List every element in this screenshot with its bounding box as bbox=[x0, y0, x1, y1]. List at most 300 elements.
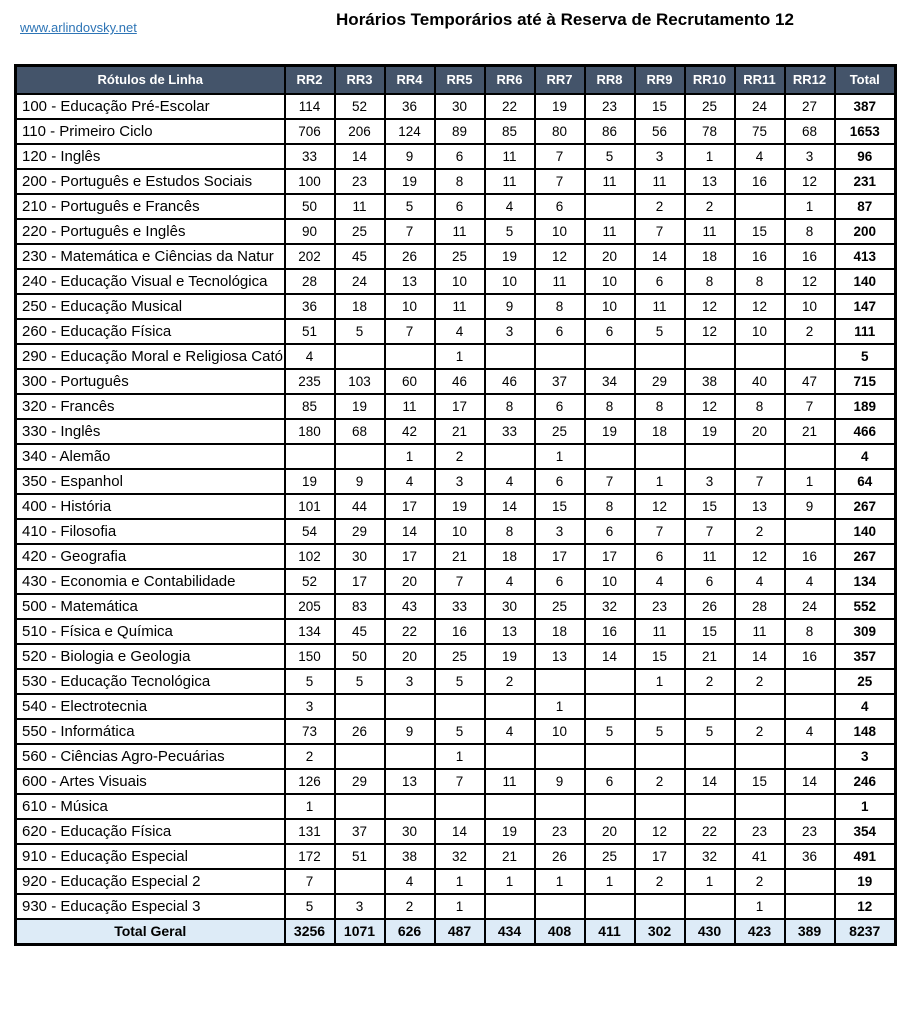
row-label: 930 - Educação Especial 3 bbox=[16, 894, 285, 919]
value-cell: 7 bbox=[785, 394, 835, 419]
value-cell: 6 bbox=[585, 319, 635, 344]
value-cell: 51 bbox=[285, 319, 335, 344]
value-cell bbox=[635, 344, 685, 369]
value-cell: 5 bbox=[635, 719, 685, 744]
value-cell: 56 bbox=[635, 119, 685, 144]
value-cell: 73 bbox=[285, 719, 335, 744]
value-cell bbox=[785, 519, 835, 544]
value-cell: 6 bbox=[435, 144, 485, 169]
column-header-rr8: RR8 bbox=[585, 66, 635, 94]
value-cell bbox=[735, 694, 785, 719]
value-cell: 6 bbox=[635, 544, 685, 569]
row-label: 530 - Educação Tecnológica bbox=[16, 669, 285, 694]
value-cell: 32 bbox=[685, 844, 735, 869]
value-cell: 11 bbox=[335, 194, 385, 219]
row-label: 400 - História bbox=[16, 494, 285, 519]
value-cell: 16 bbox=[785, 544, 835, 569]
column-header-rr7: RR7 bbox=[535, 66, 585, 94]
value-cell: 11 bbox=[735, 619, 785, 644]
value-cell: 1 bbox=[685, 869, 735, 894]
value-cell: 9 bbox=[485, 294, 535, 319]
column-header-rr6: RR6 bbox=[485, 66, 535, 94]
value-cell: 6 bbox=[535, 319, 585, 344]
value-cell: 90 bbox=[285, 219, 335, 244]
value-cell: 43 bbox=[385, 594, 435, 619]
value-cell: 6 bbox=[685, 569, 735, 594]
value-cell bbox=[485, 744, 535, 769]
row-label: 510 - Física e Química bbox=[16, 619, 285, 644]
value-cell bbox=[685, 794, 735, 819]
value-cell: 10 bbox=[535, 719, 585, 744]
value-cell: 14 bbox=[685, 769, 735, 794]
value-cell: 21 bbox=[435, 419, 485, 444]
row-total: 413 bbox=[835, 244, 896, 269]
value-cell bbox=[585, 694, 635, 719]
value-cell: 5 bbox=[435, 669, 485, 694]
value-cell: 5 bbox=[435, 719, 485, 744]
table-row bbox=[16, 144, 896, 169]
row-total: 387 bbox=[835, 94, 896, 119]
value-cell: 3 bbox=[335, 894, 385, 919]
value-cell bbox=[785, 794, 835, 819]
total-value-cell: 408 bbox=[535, 919, 585, 945]
value-cell: 23 bbox=[735, 819, 785, 844]
value-cell: 26 bbox=[385, 244, 435, 269]
table-row bbox=[16, 369, 896, 394]
row-label: 910 - Educação Especial bbox=[16, 844, 285, 869]
value-cell: 28 bbox=[285, 269, 335, 294]
value-cell: 11 bbox=[535, 269, 585, 294]
row-label: 110 - Primeiro Ciclo bbox=[16, 119, 285, 144]
value-cell: 25 bbox=[585, 844, 635, 869]
row-total: 1653 bbox=[835, 119, 896, 144]
table-row bbox=[16, 844, 896, 869]
row-total: 1 bbox=[835, 794, 896, 819]
value-cell: 1 bbox=[635, 669, 685, 694]
value-cell: 11 bbox=[585, 219, 635, 244]
value-cell: 6 bbox=[535, 194, 585, 219]
value-cell bbox=[285, 444, 335, 469]
value-cell: 12 bbox=[785, 169, 835, 194]
value-cell: 38 bbox=[685, 369, 735, 394]
value-cell: 1 bbox=[385, 444, 435, 469]
value-cell: 14 bbox=[435, 819, 485, 844]
row-total: 231 bbox=[835, 169, 896, 194]
value-cell: 25 bbox=[535, 594, 585, 619]
value-cell: 36 bbox=[785, 844, 835, 869]
value-cell: 3 bbox=[285, 694, 335, 719]
row-total: 552 bbox=[835, 594, 896, 619]
value-cell: 19 bbox=[485, 819, 535, 844]
value-cell: 50 bbox=[335, 644, 385, 669]
value-cell: 12 bbox=[685, 319, 735, 344]
site-link[interactable]: www.arlindovsky.net bbox=[20, 20, 137, 35]
table-row bbox=[16, 894, 896, 919]
row-label: 260 - Educação Física bbox=[16, 319, 285, 344]
row-label: 350 - Espanhol bbox=[16, 469, 285, 494]
value-cell bbox=[735, 344, 785, 369]
row-total: 134 bbox=[835, 569, 896, 594]
value-cell: 13 bbox=[685, 169, 735, 194]
value-cell: 2 bbox=[385, 894, 435, 919]
table-row bbox=[16, 569, 896, 594]
row-label: 240 - Educação Visual e Tecnológica bbox=[16, 269, 285, 294]
table-row bbox=[16, 744, 896, 769]
value-cell: 25 bbox=[335, 219, 385, 244]
value-cell: 12 bbox=[735, 294, 785, 319]
row-label: 610 - Música bbox=[16, 794, 285, 819]
value-cell: 21 bbox=[785, 419, 835, 444]
value-cell: 19 bbox=[685, 419, 735, 444]
value-cell: 8 bbox=[585, 394, 635, 419]
value-cell: 78 bbox=[685, 119, 735, 144]
row-label: 100 - Educação Pré-Escolar bbox=[16, 94, 285, 119]
value-cell: 8 bbox=[735, 269, 785, 294]
value-cell: 3 bbox=[435, 469, 485, 494]
row-total: 5 bbox=[835, 344, 896, 369]
row-total: 12 bbox=[835, 894, 896, 919]
value-cell bbox=[485, 894, 535, 919]
value-cell: 52 bbox=[285, 569, 335, 594]
row-total: 491 bbox=[835, 844, 896, 869]
table-row bbox=[16, 644, 896, 669]
value-cell: 11 bbox=[585, 169, 635, 194]
value-cell: 126 bbox=[285, 769, 335, 794]
value-cell: 46 bbox=[435, 369, 485, 394]
value-cell bbox=[435, 794, 485, 819]
value-cell: 100 bbox=[285, 169, 335, 194]
row-total: 354 bbox=[835, 819, 896, 844]
value-cell: 20 bbox=[735, 419, 785, 444]
value-cell: 12 bbox=[685, 294, 735, 319]
table-row bbox=[16, 244, 896, 269]
row-label: 520 - Biologia e Geologia bbox=[16, 644, 285, 669]
row-total: 4 bbox=[835, 444, 896, 469]
value-cell bbox=[735, 794, 785, 819]
value-cell: 4 bbox=[735, 144, 785, 169]
total-value-cell: 430 bbox=[685, 919, 735, 945]
row-total: 267 bbox=[835, 544, 896, 569]
value-cell: 7 bbox=[535, 144, 585, 169]
value-cell bbox=[585, 669, 635, 694]
value-cell: 2 bbox=[285, 744, 335, 769]
value-cell: 85 bbox=[285, 394, 335, 419]
value-cell: 7 bbox=[385, 319, 435, 344]
value-cell: 2 bbox=[435, 444, 485, 469]
value-cell: 86 bbox=[585, 119, 635, 144]
value-cell: 12 bbox=[635, 819, 685, 844]
value-cell bbox=[785, 894, 835, 919]
table-row bbox=[16, 769, 896, 794]
value-cell: 5 bbox=[485, 219, 535, 244]
value-cell: 7 bbox=[285, 869, 335, 894]
value-cell: 23 bbox=[335, 169, 385, 194]
value-cell bbox=[535, 669, 585, 694]
value-cell: 11 bbox=[435, 219, 485, 244]
column-header-rr12: RR12 bbox=[785, 66, 835, 94]
value-cell bbox=[585, 344, 635, 369]
value-cell: 1 bbox=[285, 794, 335, 819]
row-label: 540 - Electrotecnia bbox=[16, 694, 285, 719]
value-cell bbox=[735, 444, 785, 469]
value-cell: 1 bbox=[585, 869, 635, 894]
value-cell: 1 bbox=[785, 469, 835, 494]
value-cell: 4 bbox=[285, 344, 335, 369]
page-title: Horários Temporários até à Reserva de Recrutamento 12 bbox=[336, 10, 794, 29]
value-cell: 23 bbox=[535, 819, 585, 844]
value-cell: 4 bbox=[485, 194, 535, 219]
value-cell: 4 bbox=[735, 569, 785, 594]
value-cell: 10 bbox=[485, 269, 535, 294]
row-total: 148 bbox=[835, 719, 896, 744]
value-cell: 2 bbox=[485, 669, 535, 694]
value-cell: 37 bbox=[335, 819, 385, 844]
value-cell: 202 bbox=[285, 244, 335, 269]
value-cell: 17 bbox=[635, 844, 685, 869]
value-cell: 4 bbox=[485, 719, 535, 744]
value-cell: 7 bbox=[735, 469, 785, 494]
value-cell: 15 bbox=[535, 494, 585, 519]
value-cell: 27 bbox=[785, 94, 835, 119]
value-cell: 10 bbox=[785, 294, 835, 319]
value-cell: 34 bbox=[585, 369, 635, 394]
value-cell: 6 bbox=[535, 569, 585, 594]
value-cell: 15 bbox=[635, 644, 685, 669]
value-cell: 11 bbox=[485, 144, 535, 169]
value-cell: 9 bbox=[785, 494, 835, 519]
value-cell: 14 bbox=[385, 519, 435, 544]
row-label: 230 - Matemática e Ciências da Natur bbox=[16, 244, 285, 269]
value-cell: 131 bbox=[285, 819, 335, 844]
value-cell: 17 bbox=[335, 569, 385, 594]
row-total: 466 bbox=[835, 419, 896, 444]
value-cell: 68 bbox=[785, 119, 835, 144]
table-row bbox=[16, 794, 896, 819]
total-value-cell: 1071 bbox=[335, 919, 385, 945]
table-row bbox=[16, 219, 896, 244]
value-cell: 16 bbox=[585, 619, 635, 644]
value-cell: 5 bbox=[285, 894, 335, 919]
value-cell: 9 bbox=[335, 469, 385, 494]
value-cell: 3 bbox=[385, 669, 435, 694]
value-cell: 6 bbox=[635, 269, 685, 294]
value-cell: 28 bbox=[735, 594, 785, 619]
value-cell: 5 bbox=[385, 194, 435, 219]
value-cell: 32 bbox=[585, 594, 635, 619]
value-cell: 13 bbox=[735, 494, 785, 519]
value-cell: 10 bbox=[385, 294, 435, 319]
value-cell bbox=[785, 694, 835, 719]
value-cell: 60 bbox=[385, 369, 435, 394]
value-cell: 33 bbox=[435, 594, 485, 619]
value-cell: 24 bbox=[785, 594, 835, 619]
value-cell bbox=[485, 344, 535, 369]
value-cell: 172 bbox=[285, 844, 335, 869]
value-cell: 2 bbox=[685, 194, 735, 219]
value-cell: 36 bbox=[285, 294, 335, 319]
value-cell: 1 bbox=[535, 869, 585, 894]
row-label: 560 - Ciências Agro-Pecuárias bbox=[16, 744, 285, 769]
value-cell bbox=[685, 344, 735, 369]
column-header-rr2: RR2 bbox=[285, 66, 335, 94]
value-cell: 7 bbox=[635, 219, 685, 244]
value-cell: 3 bbox=[485, 319, 535, 344]
value-cell: 23 bbox=[785, 819, 835, 844]
value-cell: 15 bbox=[635, 94, 685, 119]
value-cell: 6 bbox=[535, 394, 585, 419]
value-cell bbox=[385, 694, 435, 719]
total-value-cell: 411 bbox=[585, 919, 635, 945]
value-cell: 14 bbox=[335, 144, 385, 169]
value-cell: 1 bbox=[535, 444, 585, 469]
value-cell: 13 bbox=[385, 269, 435, 294]
total-value-cell: 434 bbox=[485, 919, 535, 945]
column-header-total: Total bbox=[835, 66, 896, 94]
row-total: 189 bbox=[835, 394, 896, 419]
row-total: 309 bbox=[835, 619, 896, 644]
value-cell bbox=[485, 794, 535, 819]
value-cell: 15 bbox=[685, 494, 735, 519]
value-cell bbox=[585, 794, 635, 819]
value-cell: 20 bbox=[385, 569, 435, 594]
value-cell: 4 bbox=[485, 569, 535, 594]
value-cell bbox=[635, 744, 685, 769]
table-row bbox=[16, 94, 896, 119]
table-row bbox=[16, 719, 896, 744]
value-cell: 6 bbox=[435, 194, 485, 219]
value-cell: 5 bbox=[635, 319, 685, 344]
value-cell: 29 bbox=[335, 769, 385, 794]
value-cell: 15 bbox=[685, 619, 735, 644]
value-cell: 1 bbox=[785, 194, 835, 219]
value-cell: 2 bbox=[685, 669, 735, 694]
value-cell: 15 bbox=[735, 219, 785, 244]
value-cell: 18 bbox=[635, 419, 685, 444]
column-header-rr10: RR10 bbox=[685, 66, 735, 94]
row-total: 357 bbox=[835, 644, 896, 669]
row-total: 147 bbox=[835, 294, 896, 319]
value-cell: 17 bbox=[585, 544, 635, 569]
value-cell: 8 bbox=[585, 494, 635, 519]
value-cell: 22 bbox=[385, 619, 435, 644]
value-cell bbox=[635, 694, 685, 719]
row-label: 620 - Educação Física bbox=[16, 819, 285, 844]
value-cell bbox=[635, 894, 685, 919]
value-cell: 21 bbox=[685, 644, 735, 669]
value-cell: 8 bbox=[635, 394, 685, 419]
table-row bbox=[16, 669, 896, 694]
row-label: 340 - Alemão bbox=[16, 444, 285, 469]
value-cell bbox=[585, 444, 635, 469]
value-cell: 5 bbox=[685, 719, 735, 744]
table-row bbox=[16, 344, 896, 369]
value-cell: 7 bbox=[685, 519, 735, 544]
table-row bbox=[16, 469, 896, 494]
value-cell: 4 bbox=[785, 569, 835, 594]
row-label: 420 - Geografia bbox=[16, 544, 285, 569]
value-cell bbox=[635, 794, 685, 819]
value-cell bbox=[685, 894, 735, 919]
row-total: 96 bbox=[835, 144, 896, 169]
value-cell: 13 bbox=[485, 619, 535, 644]
value-cell: 30 bbox=[435, 94, 485, 119]
value-cell: 8 bbox=[535, 294, 585, 319]
pivot-table bbox=[14, 64, 897, 946]
value-cell: 17 bbox=[535, 544, 585, 569]
value-cell: 45 bbox=[335, 619, 385, 644]
value-cell: 8 bbox=[785, 619, 835, 644]
row-label: 500 - Matemática bbox=[16, 594, 285, 619]
value-cell bbox=[335, 344, 385, 369]
row-label: 120 - Inglês bbox=[16, 144, 285, 169]
value-cell: 14 bbox=[485, 494, 535, 519]
value-cell: 50 bbox=[285, 194, 335, 219]
value-cell: 11 bbox=[635, 619, 685, 644]
row-total: 140 bbox=[835, 519, 896, 544]
value-cell: 18 bbox=[335, 294, 385, 319]
value-cell: 2 bbox=[735, 719, 785, 744]
value-cell: 30 bbox=[335, 544, 385, 569]
row-label: 250 - Educação Musical bbox=[16, 294, 285, 319]
value-cell: 124 bbox=[385, 119, 435, 144]
row-label: 430 - Economia e Contabilidade bbox=[16, 569, 285, 594]
value-cell: 51 bbox=[335, 844, 385, 869]
value-cell: 10 bbox=[735, 319, 785, 344]
value-cell: 16 bbox=[785, 644, 835, 669]
value-cell bbox=[385, 744, 435, 769]
value-cell: 9 bbox=[535, 769, 585, 794]
row-total: 25 bbox=[835, 669, 896, 694]
value-cell: 5 bbox=[285, 669, 335, 694]
value-cell: 25 bbox=[535, 419, 585, 444]
column-header-rr9: RR9 bbox=[635, 66, 685, 94]
value-cell: 3 bbox=[785, 144, 835, 169]
value-cell: 10 bbox=[435, 269, 485, 294]
value-cell: 16 bbox=[785, 244, 835, 269]
value-cell: 8 bbox=[685, 269, 735, 294]
value-cell bbox=[335, 869, 385, 894]
value-cell: 10 bbox=[585, 569, 635, 594]
table-row bbox=[16, 519, 896, 544]
value-cell: 1 bbox=[735, 894, 785, 919]
row-label: 600 - Artes Visuais bbox=[16, 769, 285, 794]
value-cell: 17 bbox=[385, 494, 435, 519]
value-cell bbox=[535, 794, 585, 819]
value-cell: 102 bbox=[285, 544, 335, 569]
value-cell: 40 bbox=[735, 369, 785, 394]
value-cell: 33 bbox=[485, 419, 535, 444]
value-cell: 2 bbox=[635, 194, 685, 219]
row-label: 210 - Português e Francês bbox=[16, 194, 285, 219]
row-total: 715 bbox=[835, 369, 896, 394]
value-cell: 5 bbox=[335, 669, 385, 694]
value-cell: 1 bbox=[435, 894, 485, 919]
value-cell: 45 bbox=[335, 244, 385, 269]
value-cell: 205 bbox=[285, 594, 335, 619]
value-cell: 134 bbox=[285, 619, 335, 644]
value-cell: 11 bbox=[485, 169, 535, 194]
value-cell: 2 bbox=[635, 769, 685, 794]
value-cell: 8 bbox=[785, 219, 835, 244]
value-cell: 54 bbox=[285, 519, 335, 544]
table-row bbox=[16, 544, 896, 569]
value-cell: 11 bbox=[685, 219, 735, 244]
value-cell: 10 bbox=[585, 269, 635, 294]
value-cell bbox=[685, 694, 735, 719]
value-cell: 26 bbox=[335, 719, 385, 744]
value-cell: 24 bbox=[735, 94, 785, 119]
value-cell: 1 bbox=[435, 344, 485, 369]
